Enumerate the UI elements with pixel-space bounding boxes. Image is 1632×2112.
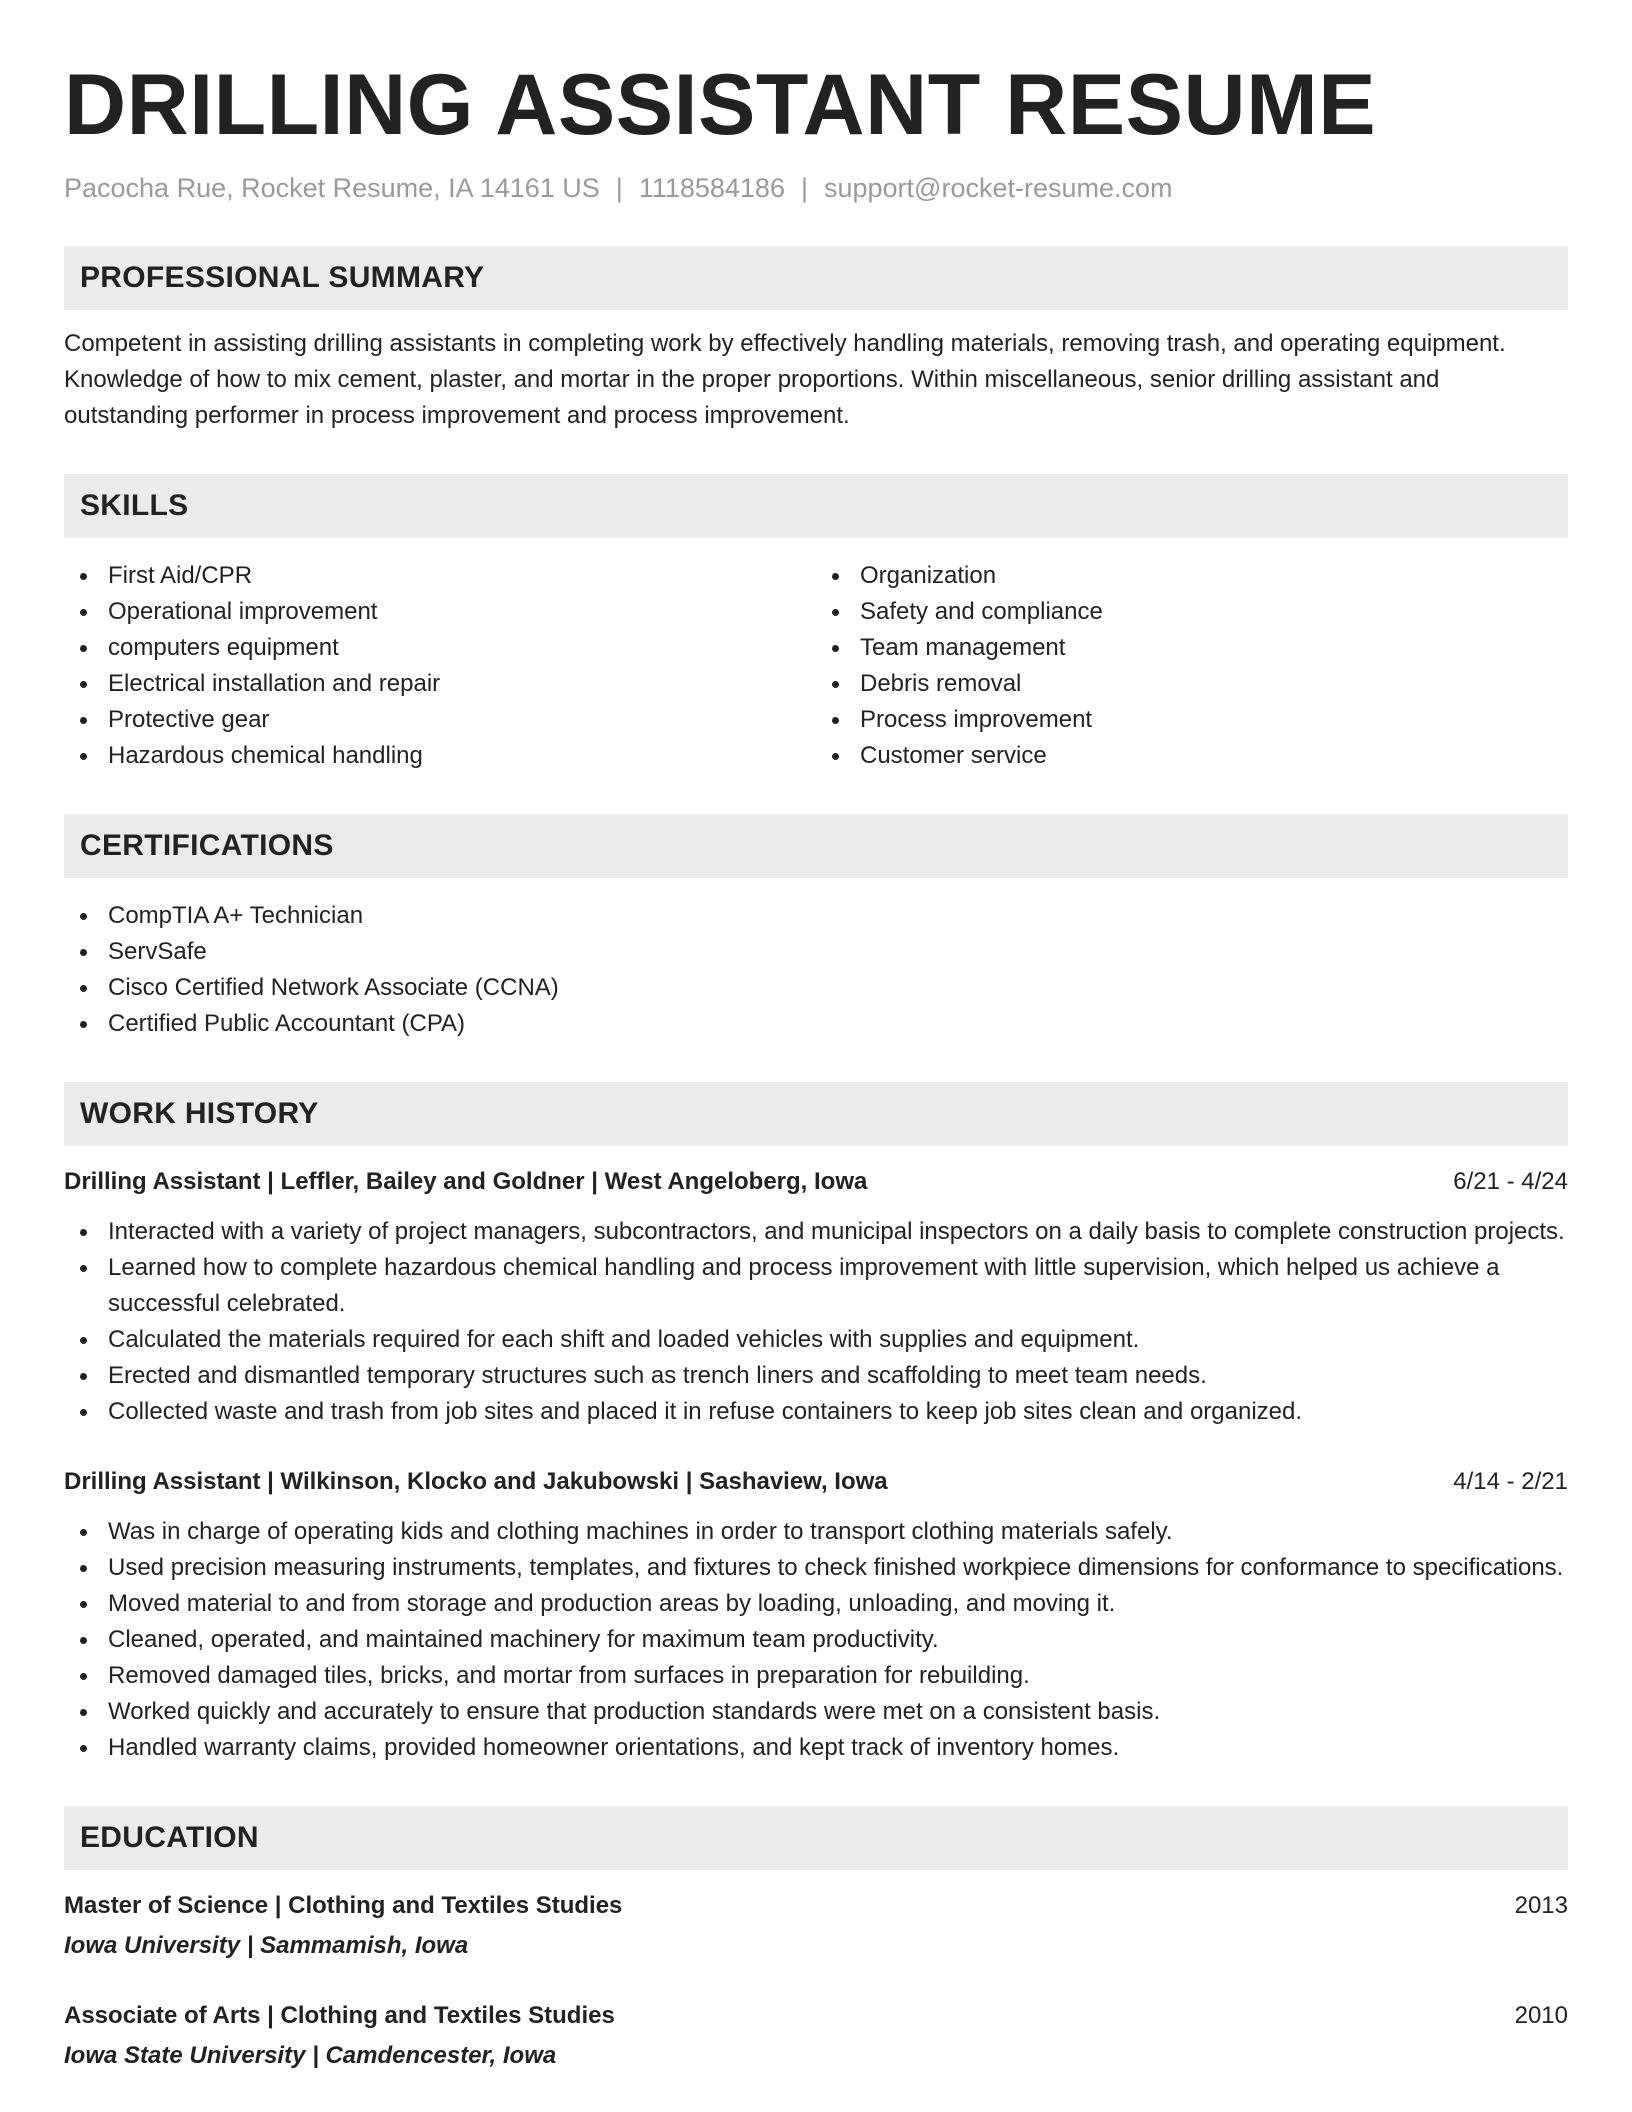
skill-item: computers equipment (64, 630, 816, 666)
contact-phone: 1118584186 (638, 173, 785, 203)
skill-item: Process improvement (816, 702, 1568, 738)
job-entry (64, 1164, 1568, 1430)
job-duty: Cleaned, operated, and maintained machinery for maximum team productivity. (64, 1622, 1568, 1658)
section-header-summary (64, 246, 1568, 310)
skill-item: Protective gear (64, 702, 816, 738)
certifications-list (64, 898, 1568, 1042)
job-header (64, 1164, 1568, 1200)
job-duty: Worked quickly and accurately to ensure that production standards were met on a consistent basis. (64, 1694, 1568, 1730)
section-header-certifications (64, 814, 1568, 878)
section-header-skills (64, 474, 1568, 538)
job-duty: Erected and dismantled temporary structures such as trench liners and scaffolding to meet team needs. (64, 1358, 1568, 1394)
contact-separator: | (800, 173, 808, 203)
summary-text: Competent in assisting drilling assistants in completing work by effectively handling materials, removing trash, and operating equipment. Knowledge of how to mix cement, plaster, and mortar in the proper proportions. Within miscellaneous, senior drilling assistant and outstanding performer in process improvement and process improvement. (64, 330, 1506, 429)
section-title-certifications: CERTIFICATIONS (80, 829, 334, 862)
job-dates: 4/14 - 2/21 (1453, 1468, 1568, 1495)
job-duty: Handled warranty claims, provided homeowner orientations, and kept track of inventory homes. (64, 1730, 1568, 1766)
skills-list-right (816, 558, 1568, 774)
education-header (64, 1888, 1568, 1924)
education-year: 2010 (1514, 2002, 1568, 2029)
skill-item: Safety and compliance (816, 594, 1568, 630)
skills-list-left (64, 558, 816, 774)
job-entry (64, 1464, 1568, 1766)
certification-item: Certified Public Accountant (CPA) (64, 1006, 1568, 1042)
contact-line (64, 170, 1568, 206)
job-duties-list (64, 1514, 1568, 1766)
education-entry (64, 1998, 1568, 2074)
job-duty: Collected waste and trash from job sites and placed it in refuse containers to keep job sites clean and organized. (64, 1394, 1568, 1430)
education-header (64, 1998, 1568, 2034)
education-school: Iowa State University | Camdencester, Iowa (64, 2042, 557, 2069)
section-header-education (64, 1806, 1568, 1870)
section-header-work-history (64, 1082, 1568, 1146)
contact-email: support@rocket-resume.com (823, 173, 1173, 203)
section-title-work-history: WORK HISTORY (80, 1097, 319, 1130)
education-degree: Associate of Arts | Clothing and Textiles Studies (64, 2002, 615, 2029)
job-duty: Used precision measuring instruments, templates, and fixtures to check finished workpiece dimensions for conformance to specifications. (64, 1550, 1568, 1586)
job-duty: Removed damaged tiles, bricks, and mortar from surfaces in preparation for rebuilding. (64, 1658, 1568, 1694)
education-entry (64, 1888, 1568, 1964)
education-school: Iowa University | Sammamish, Iowa (64, 1932, 469, 1959)
job-duty: Was in charge of operating kids and clothing machines in order to transport clothing materials safely. (64, 1514, 1568, 1550)
job-title: Drilling Assistant | Leffler, Bailey and Goldner | West Angeloberg, Iowa (64, 1168, 868, 1195)
section-title-education: EDUCATION (80, 1821, 259, 1854)
job-duty: Learned how to complete hazardous chemical handling and process improvement with little supervision, which helped us achieve a successful celebrated. (64, 1250, 1568, 1322)
skills-columns (64, 558, 1568, 774)
job-duty: Interacted with a variety of project managers, subcontractors, and municipal inspectors on a daily basis to complete construction projects. (64, 1214, 1568, 1250)
certification-item: Cisco Certified Network Associate (CCNA) (64, 970, 1568, 1006)
certification-item: ServSafe (64, 934, 1568, 970)
skill-item: First Aid/CPR (64, 558, 816, 594)
job-title: Drilling Assistant | Wilkinson, Klocko and Jakubowski | Sashaview, Iowa (64, 1468, 888, 1495)
skill-item: Electrical installation and repair (64, 666, 816, 702)
contact-address: Pacocha Rue, Rocket Resume, IA 14161 US (64, 173, 600, 203)
job-duties-list (64, 1214, 1568, 1430)
contact-separator: | (615, 173, 623, 203)
resume-title: DRILLING ASSISTANT RESUME (64, 57, 1377, 153)
job-header (64, 1464, 1568, 1500)
education-degree: Master of Science | Clothing and Textiles Studies (64, 1892, 623, 1919)
section-title-skills: SKILLS (80, 489, 189, 522)
skill-item: Customer service (816, 738, 1568, 774)
section-title-summary: PROFESSIONAL SUMMARY (80, 261, 485, 294)
certification-item: CompTIA A+ Technician (64, 898, 1568, 934)
skill-item: Organization (816, 558, 1568, 594)
skill-item: Operational improvement (64, 594, 816, 630)
education-year: 2013 (1514, 1892, 1568, 1919)
skill-item: Debris removal (816, 666, 1568, 702)
job-duty: Calculated the materials required for each shift and loaded vehicles with supplies and equipment. (64, 1322, 1568, 1358)
job-duty: Moved material to and from storage and production areas by loading, unloading, and moving it. (64, 1586, 1568, 1622)
skill-item: Hazardous chemical handling (64, 738, 816, 774)
skill-item: Team management (816, 630, 1568, 666)
job-dates: 6/21 - 4/24 (1453, 1168, 1568, 1195)
